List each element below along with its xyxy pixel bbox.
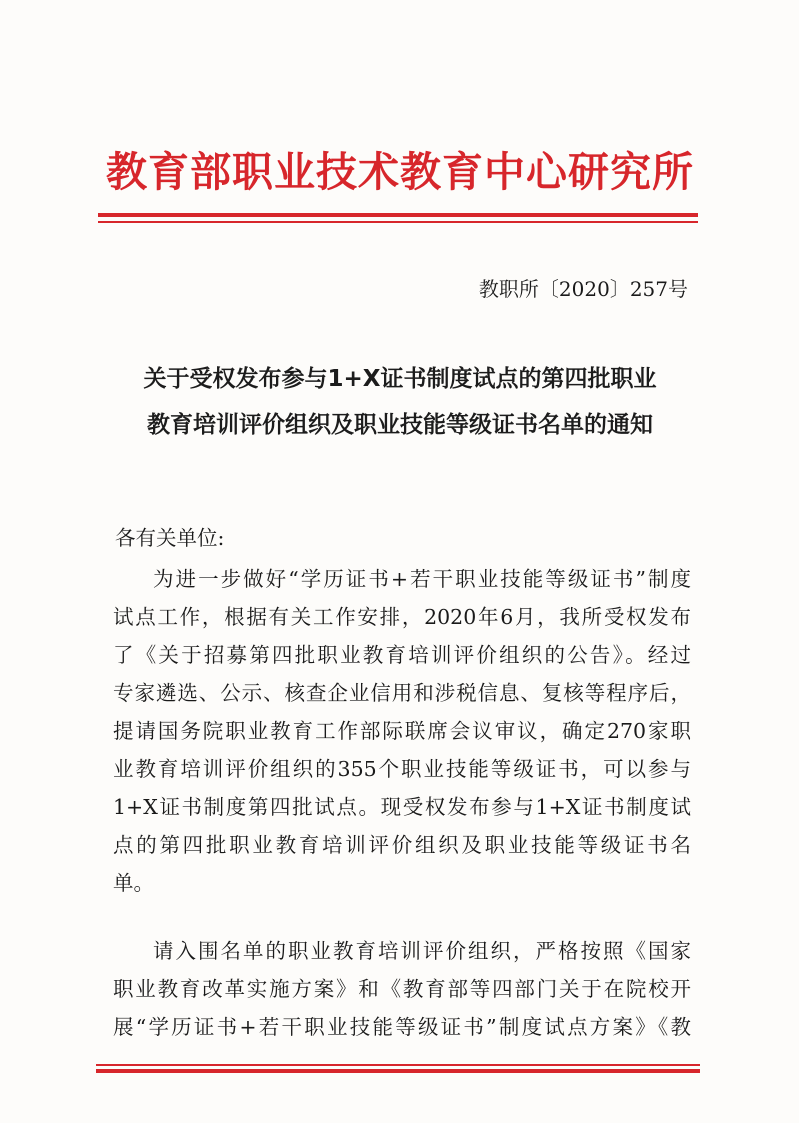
header-rule-thick xyxy=(98,213,698,217)
notice-title xyxy=(100,356,700,448)
paragraph-1-line: 单。 xyxy=(113,871,154,895)
paragraph-2-line: 展“学历证书+若干职业技能等级证书”制度试点方案》《教 xyxy=(113,1015,691,1039)
paragraph-1-line: 试点工作，根据有关工作安排，2020年6月，我所受权发布 xyxy=(113,605,691,629)
paragraph-1-line: 提请国务院职业教育工作部际联席会议审议，确定270家职 xyxy=(113,719,691,743)
footer-rule-thin xyxy=(96,1064,700,1066)
notice-title-line-2: 教育培训评价组织及职业技能等级证书名单的通知 xyxy=(147,412,653,438)
salutation: 各有关单位: xyxy=(115,526,225,550)
paragraph-1-line: 1+X证书制度第四批试点。现受权发布参与1+X证书制度试 xyxy=(113,795,691,819)
institution-header: 教育部职业技术教育中心研究所 xyxy=(106,148,694,196)
header-rule-thin xyxy=(98,221,698,223)
document-number: 教职所〔2020〕257号 xyxy=(478,277,688,301)
paragraph-1-line: 为进一步做好“学历证书+若干职业技能等级证书”制度 xyxy=(153,567,691,591)
footer-rule-thick xyxy=(96,1069,700,1073)
paragraph-2-line: 请入围名单的职业教育培训评价组织，严格按照《国家 xyxy=(153,939,691,963)
paragraph-1-line: 了《关于招募第四批职业教育培训评价组织的公告》。经过 xyxy=(113,643,691,667)
paragraph-2-line: 职业教育改革实施方案》和《教育部等四部门关于在院校开 xyxy=(113,977,691,1001)
paragraph-1-line: 业教育培训评价组织的355个职业技能等级证书，可以参与 xyxy=(113,757,691,781)
notice-title-line-1: 关于受权发布参与1+X证书制度试点的第四批职业 xyxy=(143,366,657,392)
paragraph-1-line: 专家遴选、公示、核查企业信用和涉税信息、复核等程序后， xyxy=(113,681,691,705)
paragraph-1-line: 点的第四批职业教育培训评价组织及职业技能等级证书名 xyxy=(113,833,691,857)
